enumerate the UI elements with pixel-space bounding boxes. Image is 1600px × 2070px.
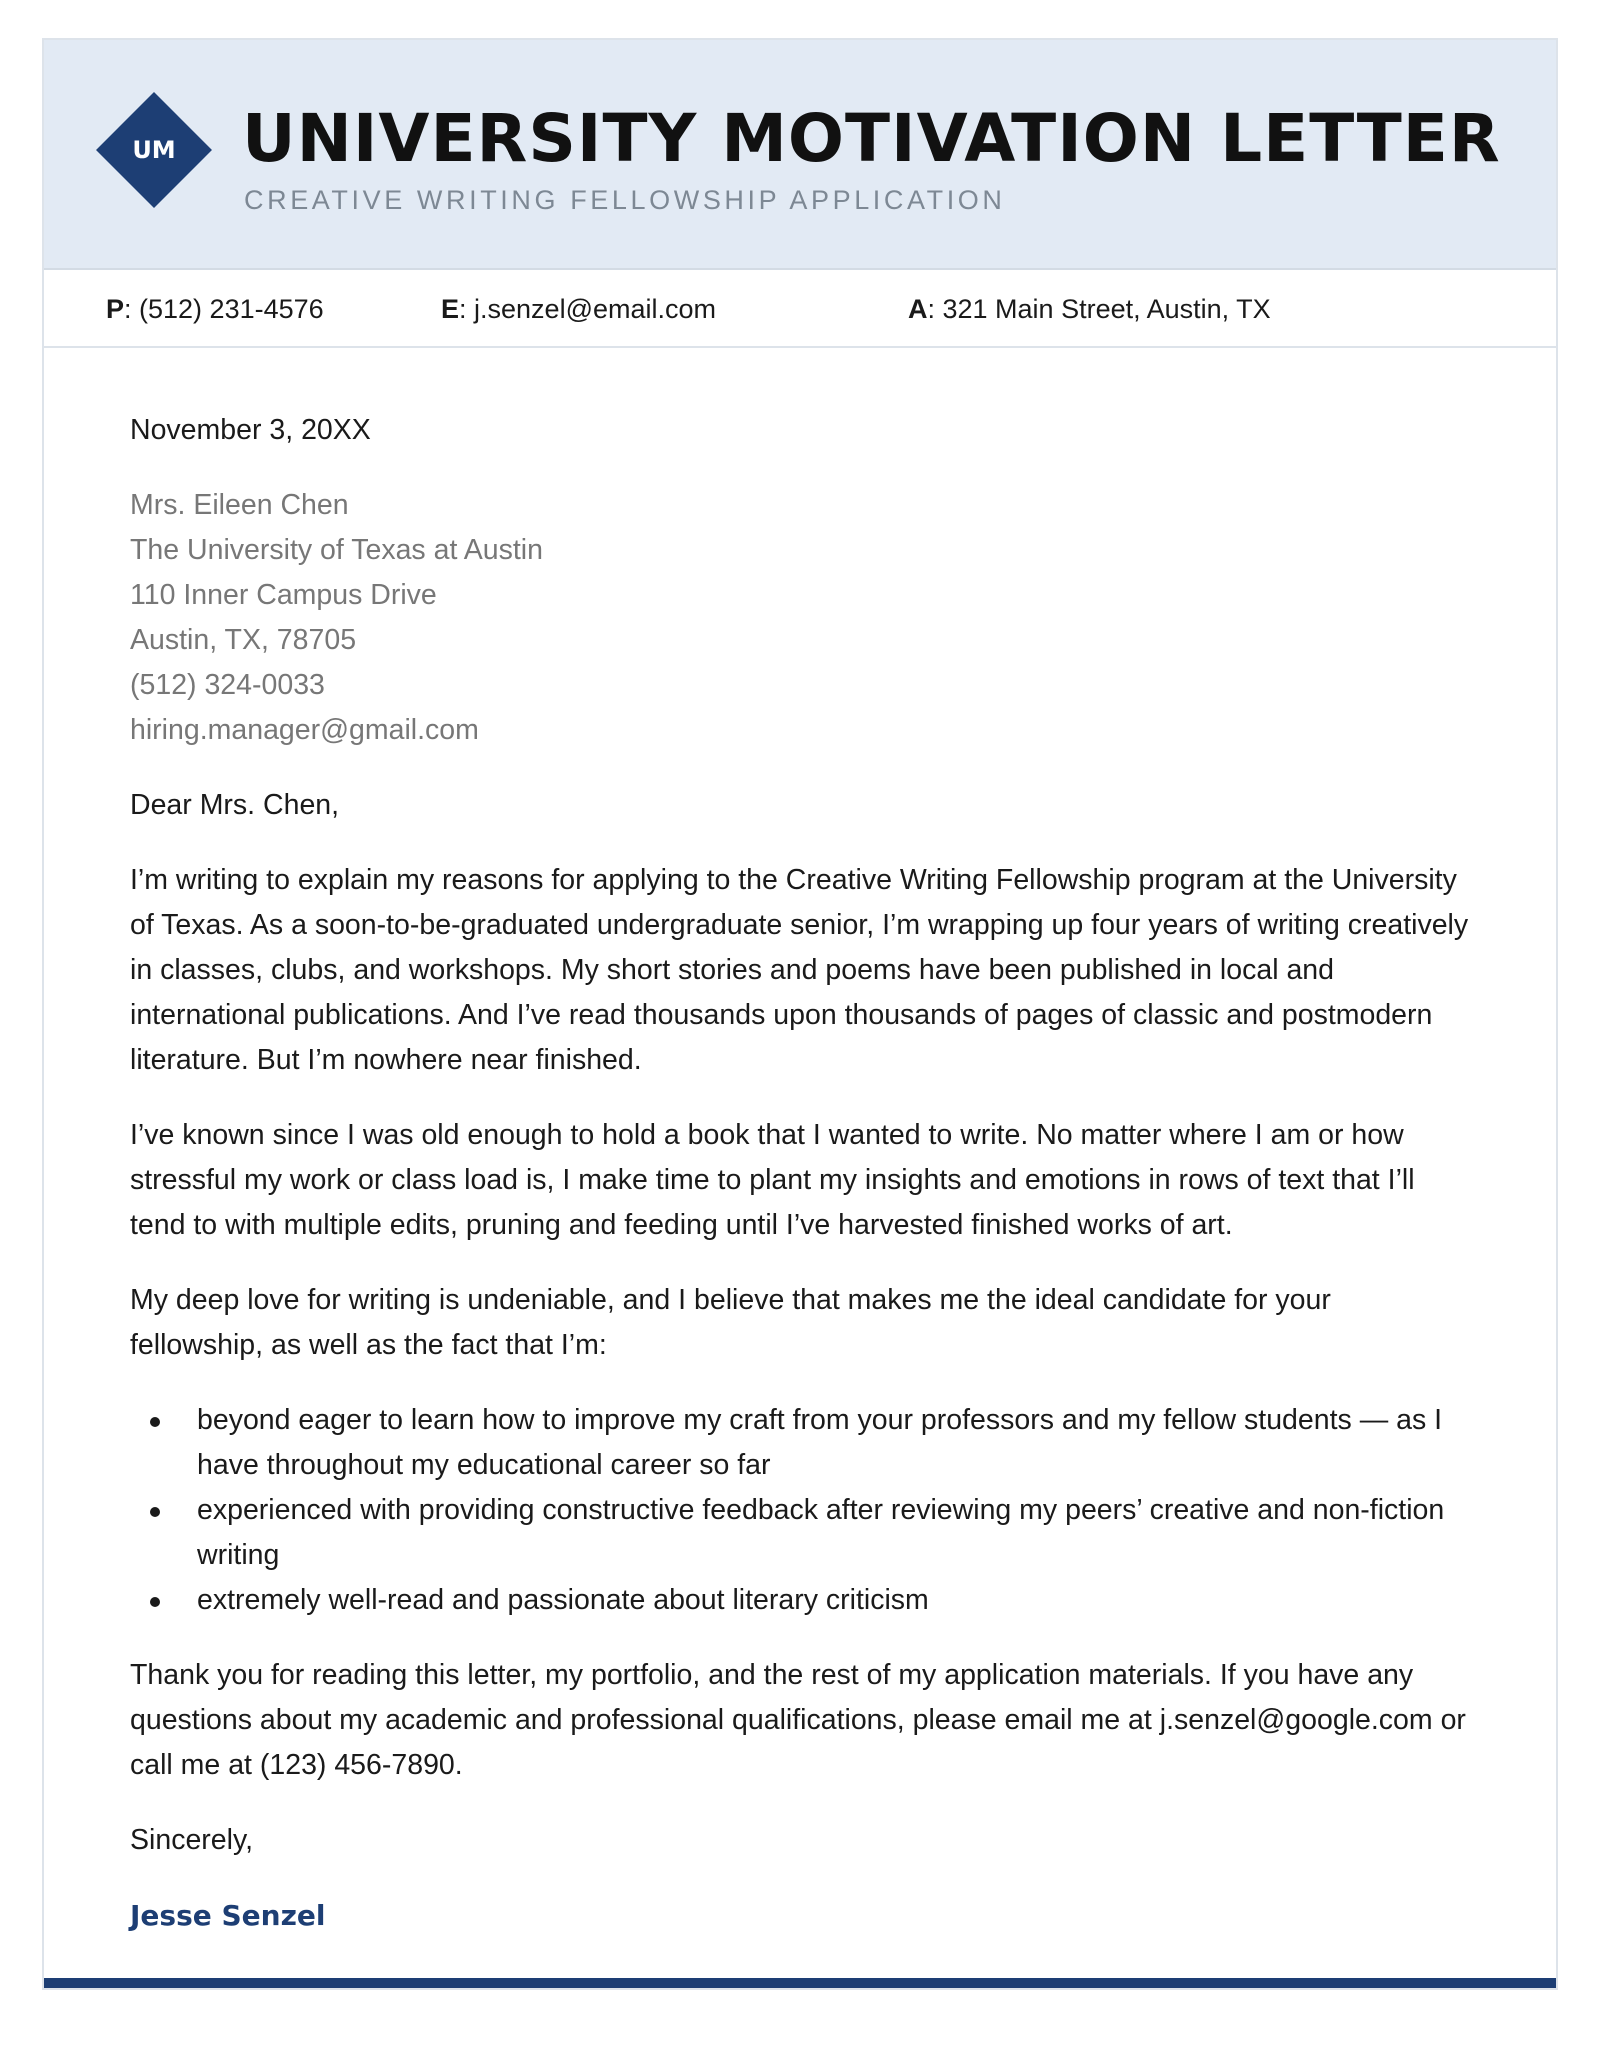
paragraph-motivation: I’ve known since I was old enough to hold a book that I wanted to write. No matter where I am or how stressful my work or class load is, I make time to plant my insights and emotions in rows of text that I’ll tend to with multiple edits, pruning and feeding until I’ve harvested finished works of art. <box>130 1119 1415 1241</box>
address-value: : 321 Main Street, Austin, TX <box>927 294 1271 324</box>
recipient-name: Mrs. Eileen Chen <box>130 489 349 521</box>
contact-address <box>908 294 1271 325</box>
recipient-email: hiring.manager@gmail.com <box>130 714 479 746</box>
page-subtitle: CREATIVE WRITING FELLOWSHIP APPLICATION <box>244 185 1006 215</box>
phone-label: P <box>106 294 125 324</box>
bullet-icon <box>150 1597 160 1607</box>
email-value: : j.senzel@email.com <box>459 294 717 324</box>
recipient-city: Austin, TX, 78705 <box>130 624 357 656</box>
paragraph-intro: I’m writing to explain my reasons for applying to the Creative Writing Fellowship program at the University of Texas. As a soon-to-be-graduated undergraduate senior, I’m wrapping up four years of writing creatively in classes, clubs, and workshops. My short stories and poems have been published in local and international publications. And I’ve read thousands upon thousands of pages of classic and postmodern literature. But I’m nowhere near finished. <box>130 864 1469 1076</box>
list-item-text: experienced with providing constructive feedback after reviewing my peers’ creative and non-fiction writing <box>197 1494 1445 1571</box>
letter-body <box>130 408 1470 1938</box>
page-title: UNIVERSITY MOTIVATION LETTER <box>242 100 1501 177</box>
contact-bar <box>44 270 1556 348</box>
sign-off: Sincerely, <box>130 1824 254 1856</box>
recipient-block <box>130 483 1470 753</box>
letter-date: November 3, 20XX <box>130 414 371 446</box>
recipient-organization: The University of Texas at Austin <box>130 534 543 566</box>
email-label: E <box>441 294 460 324</box>
contact-email <box>441 294 716 325</box>
list-item <box>130 1398 1470 1488</box>
footer-accent-bar <box>44 1978 1556 1988</box>
list-item-text: beyond eager to learn how to improve my craft from your professors and my fellow students — as I have throughout my educational career so far <box>197 1404 1443 1481</box>
letter-page <box>42 38 1558 1990</box>
list-item <box>130 1488 1470 1578</box>
contact-phone <box>106 294 324 325</box>
paragraph-qualifications: My deep love for writing is undeniable, and I believe that makes me the ideal candidate for your fellowship, as well as the fact that I’m: <box>130 1284 1331 1361</box>
recipient-street: 110 Inner Campus Drive <box>130 579 437 611</box>
paragraph-closing: Thank you for reading this letter, my portfolio, and the rest of my application materials. If you have any questions about my academic and professional qualifications, please email me at j.senzel@google.com or call me at (123) 456-7890. <box>130 1659 1466 1781</box>
bullet-icon <box>150 1417 160 1427</box>
recipient-phone: (512) 324-0033 <box>130 669 325 701</box>
greeting: Dear Mrs. Chen, <box>130 789 340 821</box>
bullet-icon <box>150 1507 160 1517</box>
address-label: A <box>908 294 928 324</box>
qualification-list <box>130 1398 1470 1623</box>
list-item <box>130 1578 1470 1623</box>
phone-value: : (512) 231-4576 <box>124 294 324 324</box>
logo-initials: UM <box>132 136 176 164</box>
header-banner <box>44 40 1556 270</box>
list-item-text: extremely well-read and passionate about literary criticism <box>197 1584 929 1616</box>
signer-name: Jesse Senzel <box>130 1899 326 1932</box>
